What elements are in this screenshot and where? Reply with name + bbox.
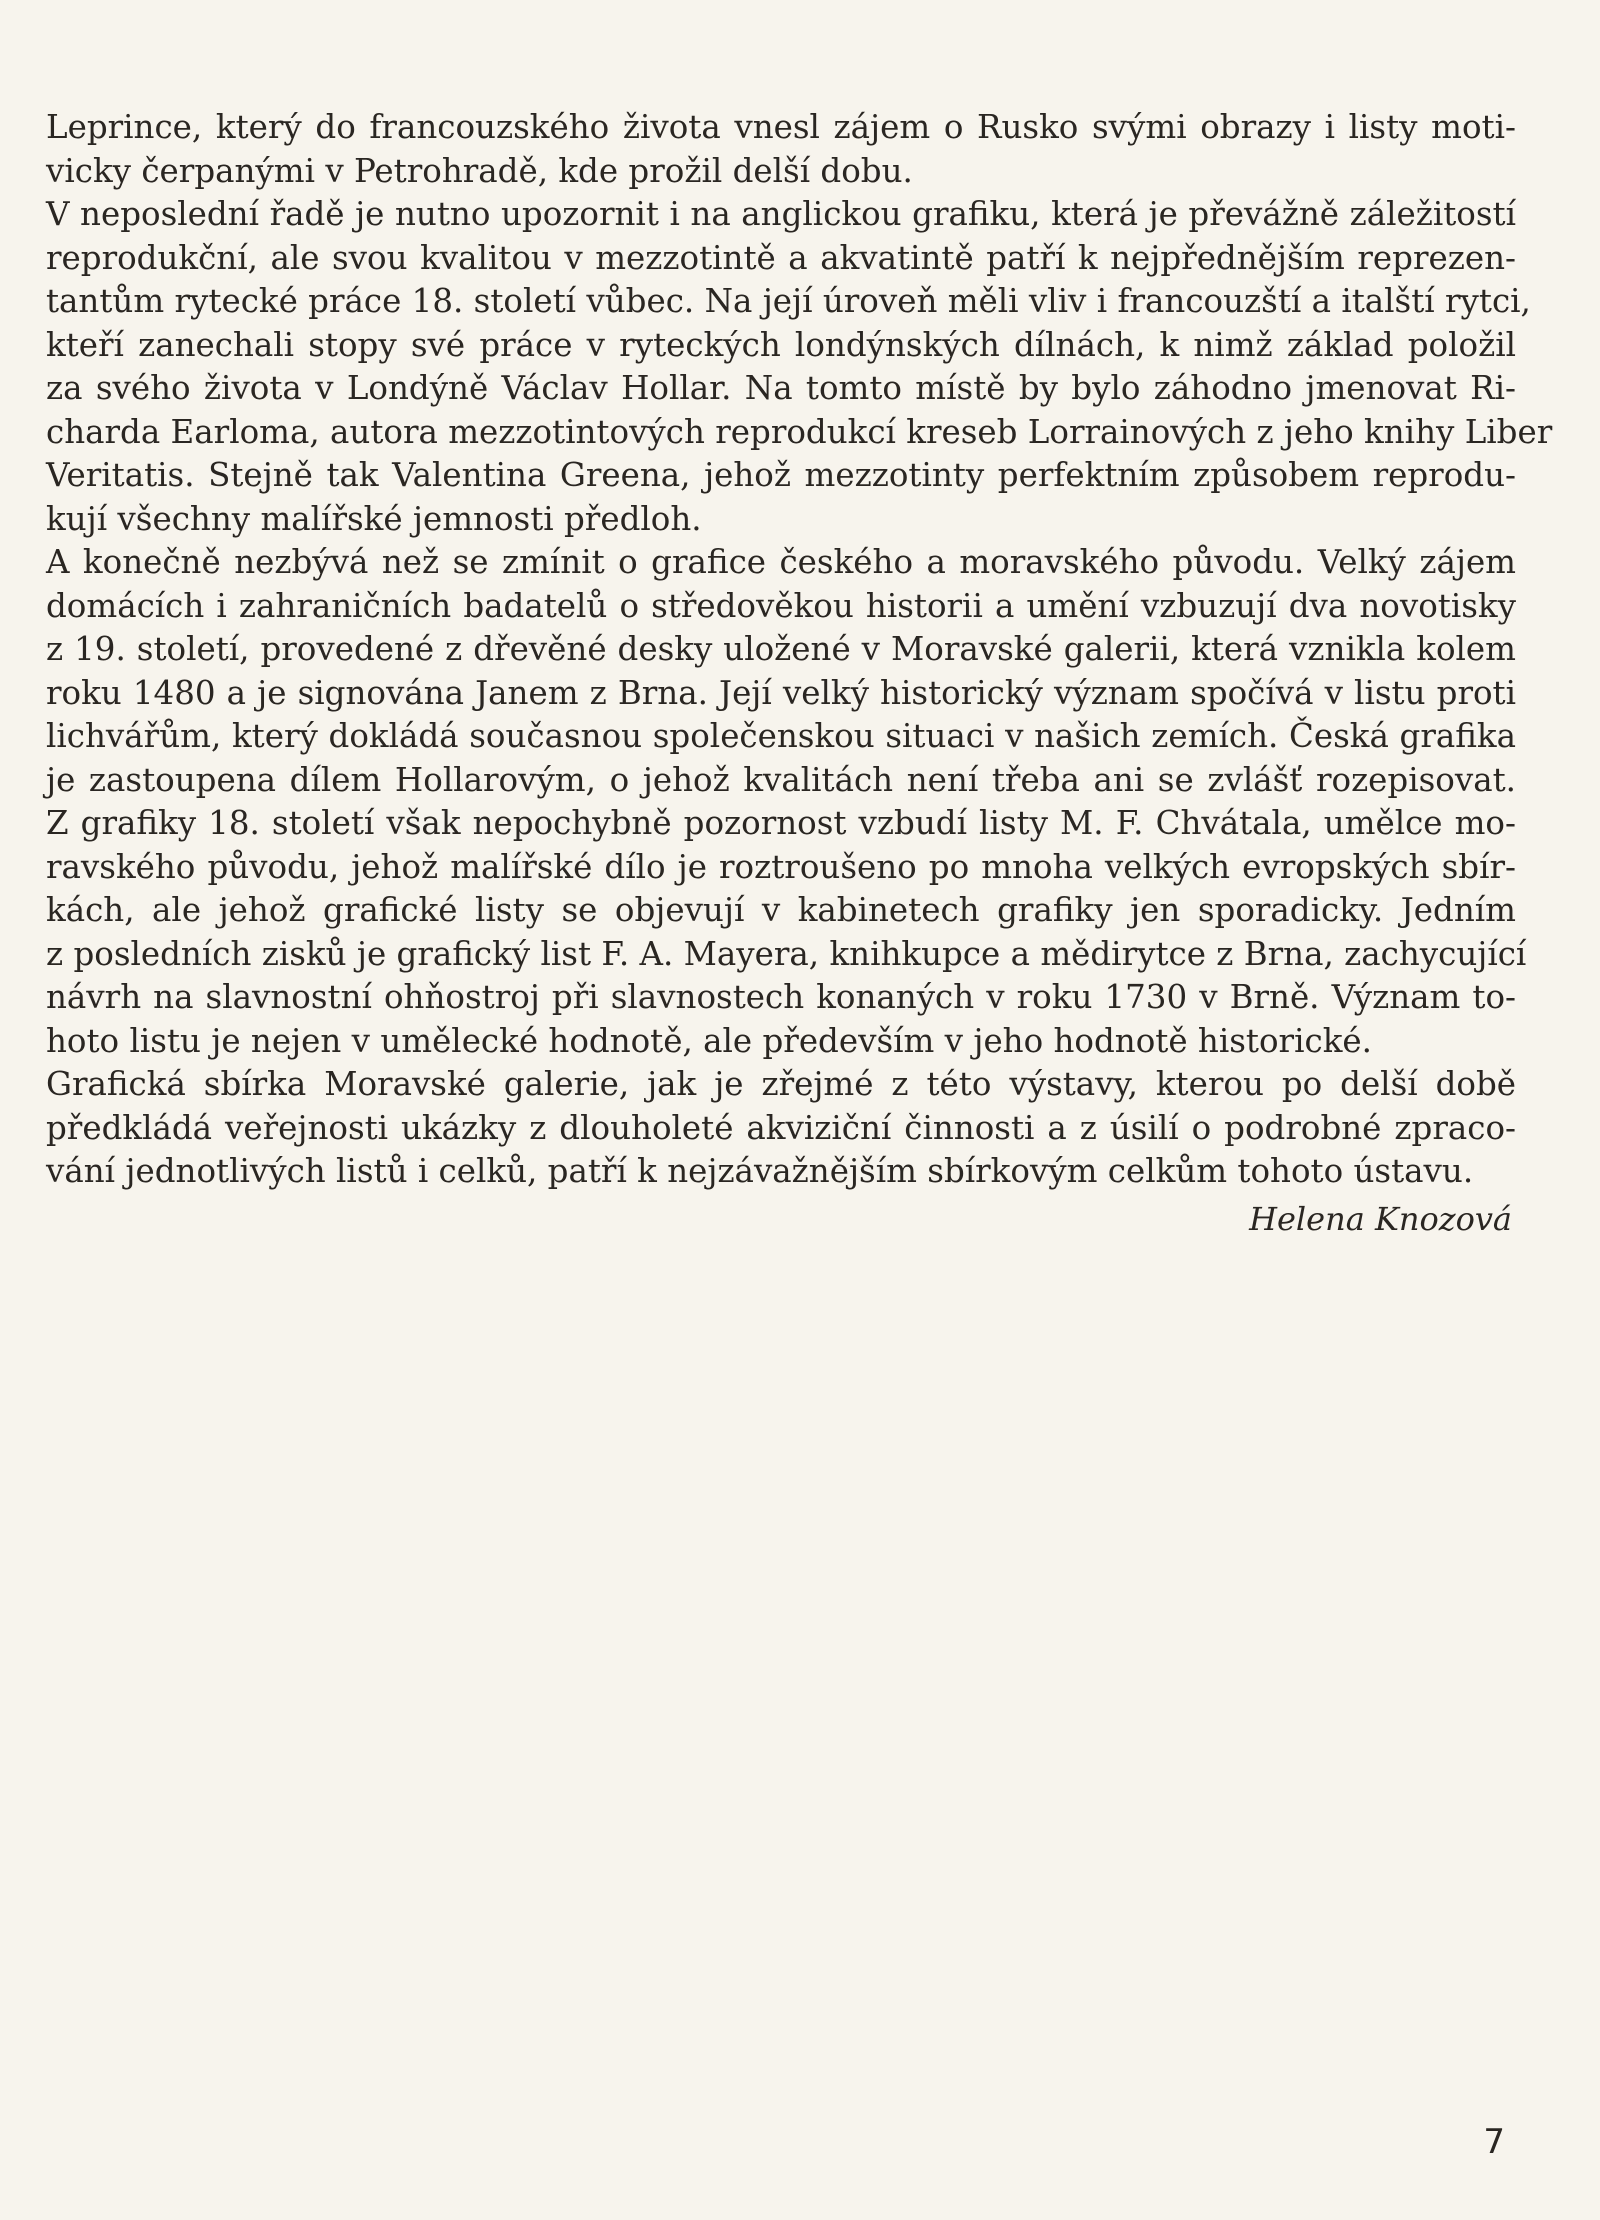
text-line-10: kují všechny malířské jemnosti předloh. bbox=[46, 499, 702, 538]
body-text bbox=[46, 106, 1553, 1194]
text-line-3: V neposlední řadě je nutno upozornit i na anglickou grafiku, která je převážně záležitostí bbox=[46, 195, 1516, 233]
text-line-9: Veritatis. Stejně tak Valentina Greena, jehož mezzotinty perfektním způsobem reprodu- bbox=[46, 456, 1516, 494]
text-line-4: reprodukční, ale svou kvalitou v mezzotintě a akvatintě patří k nejpřednějším reprezen- bbox=[46, 238, 1516, 277]
text-line-11: A konečně nezbývá než se zmínit o grafice českého a moravského původu. Velký zájem bbox=[46, 543, 1516, 581]
text-line-21: návrh na slavnostní ohňostroj při slavnostech konaných v roku 1730 v Brně. Význam to- bbox=[46, 978, 1516, 1016]
text-line-20: z posledních zisků je grafický list F. A. Mayera, knihkupce a mědirytce z Brna, zachycující bbox=[46, 934, 1527, 973]
text-line-5: tantům rytecké práce 18. století vůbec. Na její úroveň měli vliv i francouzští a italští rytci, bbox=[46, 282, 1531, 320]
text-line-23: Grafická sbírka Moravské galerie, jak je zřejmé z této výstavy, kterou po delší době bbox=[46, 1065, 1516, 1103]
text-line-1: Leprince, který do francouzského života vnesl zájem o Rusko svými obrazy i listy moti- bbox=[46, 108, 1516, 146]
text-line-13: z 19. století, provedené z dřevěné desky uložené v Moravské galerii, která vznikla kolem bbox=[46, 630, 1516, 668]
page-number: 7 bbox=[1483, 2122, 1505, 2162]
text-line-22: hoto listu je nejen v umělecké hodnotě, ale především v jeho hodnotě historické. bbox=[46, 1021, 1372, 1060]
text-line-15: lichvářům, který dokládá současnou společenskou situaci v našich zemích. Česká grafika bbox=[46, 717, 1516, 755]
text-line-8: charda Earloma, autora mezzotintových reprodukcí kreseb Lorrainových z jeho knihy Liber bbox=[46, 412, 1553, 451]
text-line-6: kteří zanechali stopy své práce v ryteckých londýnských dílnách, k nimž základ položil bbox=[46, 325, 1516, 364]
text-line-18: ravského původu, jehož malířské dílo je roztroušeno po mnoha velkých evropských sbír- bbox=[46, 847, 1516, 886]
text-line-24: předkládá veřejnosti ukázky z dlouholeté akviziční činnosti a z úsilí o podrobné zpraco- bbox=[46, 1108, 1516, 1147]
text-line-14: roku 1480 a je signována Janem z Brna. Její velký historický význam spočívá v listu proti bbox=[46, 673, 1516, 712]
author-signature: Helena Knozová bbox=[1249, 1200, 1512, 1238]
text-line-12: domácích i zahraničních badatelů o středověkou historii a umění vzbuzují dva novotisky bbox=[46, 586, 1516, 625]
text-line-17: Z grafiky 18. století však nepochybně pozornost vzbudí listy M. F. Chvátala, umělce mo- bbox=[46, 804, 1516, 842]
text-line-2: vicky čerpanými v Petrohradě, kde prožil delší dobu. bbox=[46, 151, 913, 190]
text-line-16: je zastoupena dílem Hollarovým, o jehož kvalitách není třeba ani se zvlášť rozepisovat. bbox=[46, 760, 1516, 799]
text-line-25: vání jednotlivých listů i celků, patří k nejzávažnějším sbírkovým celkům tohoto ústavu. bbox=[46, 1152, 1474, 1190]
text-line-19: kách, ale jehož grafické listy se objevují v kabinetech grafiky jen sporadicky. Jedním bbox=[46, 891, 1516, 929]
text-line-7: za svého života v Londýně Václav Hollar. Na tomto místě by bylo záhodno jmenovat Ri- bbox=[46, 369, 1516, 407]
